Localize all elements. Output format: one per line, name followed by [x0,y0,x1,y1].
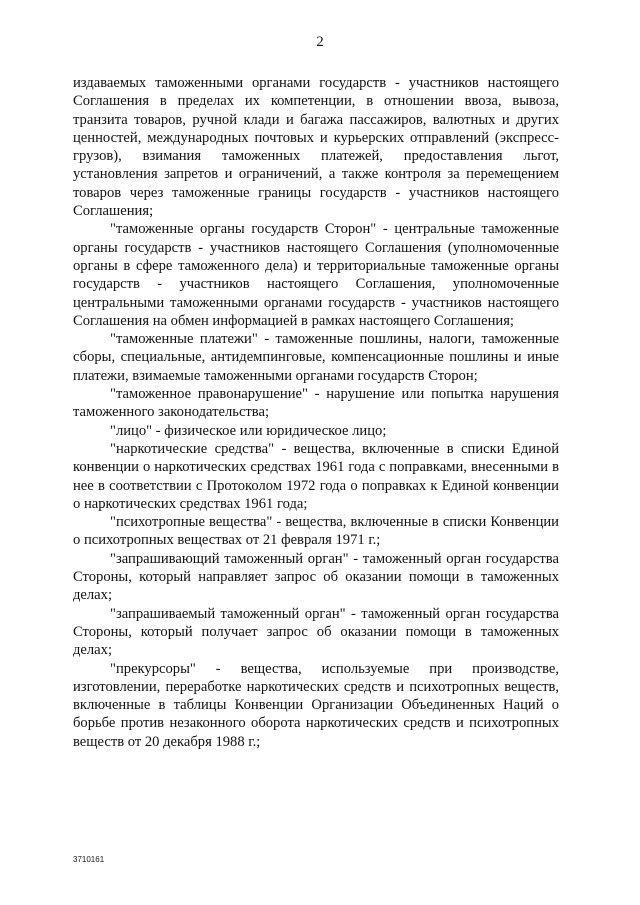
definition-requested-authority: "запрашиваемый таможенный орган" - таможенный орган государства Стороны, который получает запрос об оказании помощи в таможенных делах; [73,605,559,659]
body-text [73,74,559,751]
definition-narcotic-drugs: "наркотические средства" - вещества, включенные в списки Единой конвенции о наркотических средствах 1961 года с поправками, внесенными в нее в соответствии с Протоколом 1972 года о поправках к Единой конвенции о наркотических средствах 1961 года; [73,440,559,512]
definition-customs-offence: "таможенное правонарушение" - нарушение или попытка нарушения таможенного законодательства; [73,386,559,421]
document-code: 3710161 [73,855,105,864]
definition-person: "лицо" - физическое или юридическое лицо; [110,422,387,439]
definition-customs-authorities: "таможенные органы государств Сторон" - центральные таможенные органы государств - участников настоящего Соглашения (уполномоченные органы в сфере таможенного дела) и территориальные таможенные органы государств - участников настоящего Соглашения, уполномоченные центральными таможенными органами государств - участников настоящего Соглашения на обмен информацией в рамках настоящего Соглашения; [73,221,559,329]
page-number: 2 [316,34,324,50]
definition-customs-payments: "таможенные платежи" - таможенные пошлины, налоги, таможенные сборы, специальные, антидемпинговые, компенсационные пошлины и иные платежи, взимаемые таможенными органами государств Сторон; [73,331,559,384]
definition-precursors: "прекурсоры" - вещества, используемые при производстве, изготовлении, переработке наркотических средств и психотропных веществ, включенные в таблицы Конвенции Организации Объединенных Наций о борьбе против незаконного оборота наркотических средств и психотропных веществ от 20 декабря 1988 г.; [73,660,559,750]
definition-requesting-authority: "запрашивающий таможенный орган" - таможенный орган государства Стороны, который направляет запрос об оказании помощи в таможенных делах; [73,550,559,604]
definition-psychotropic-substances: "психотропные вещества" - вещества, включенные в списки Конвенции о психотропных веществах от 21 февраля 1971 г.; [73,514,559,549]
paragraph-continuation: издаваемых таможенными органами государств - участников настоящего Соглашения в пределах их компетенции, в отношении ввоза, вывоза, транзита товаров, ручной клади и багажа пассажиров, валютных и других ценностей, международных почтовых и курьерских отправлений (экспресс-грузов), взимания таможенных платежей, предоставления льгот, установления запретов и ограничений, а также контроля за перемещением товаров через таможенные границы государств - участников настоящего Соглашения; [73,75,559,220]
